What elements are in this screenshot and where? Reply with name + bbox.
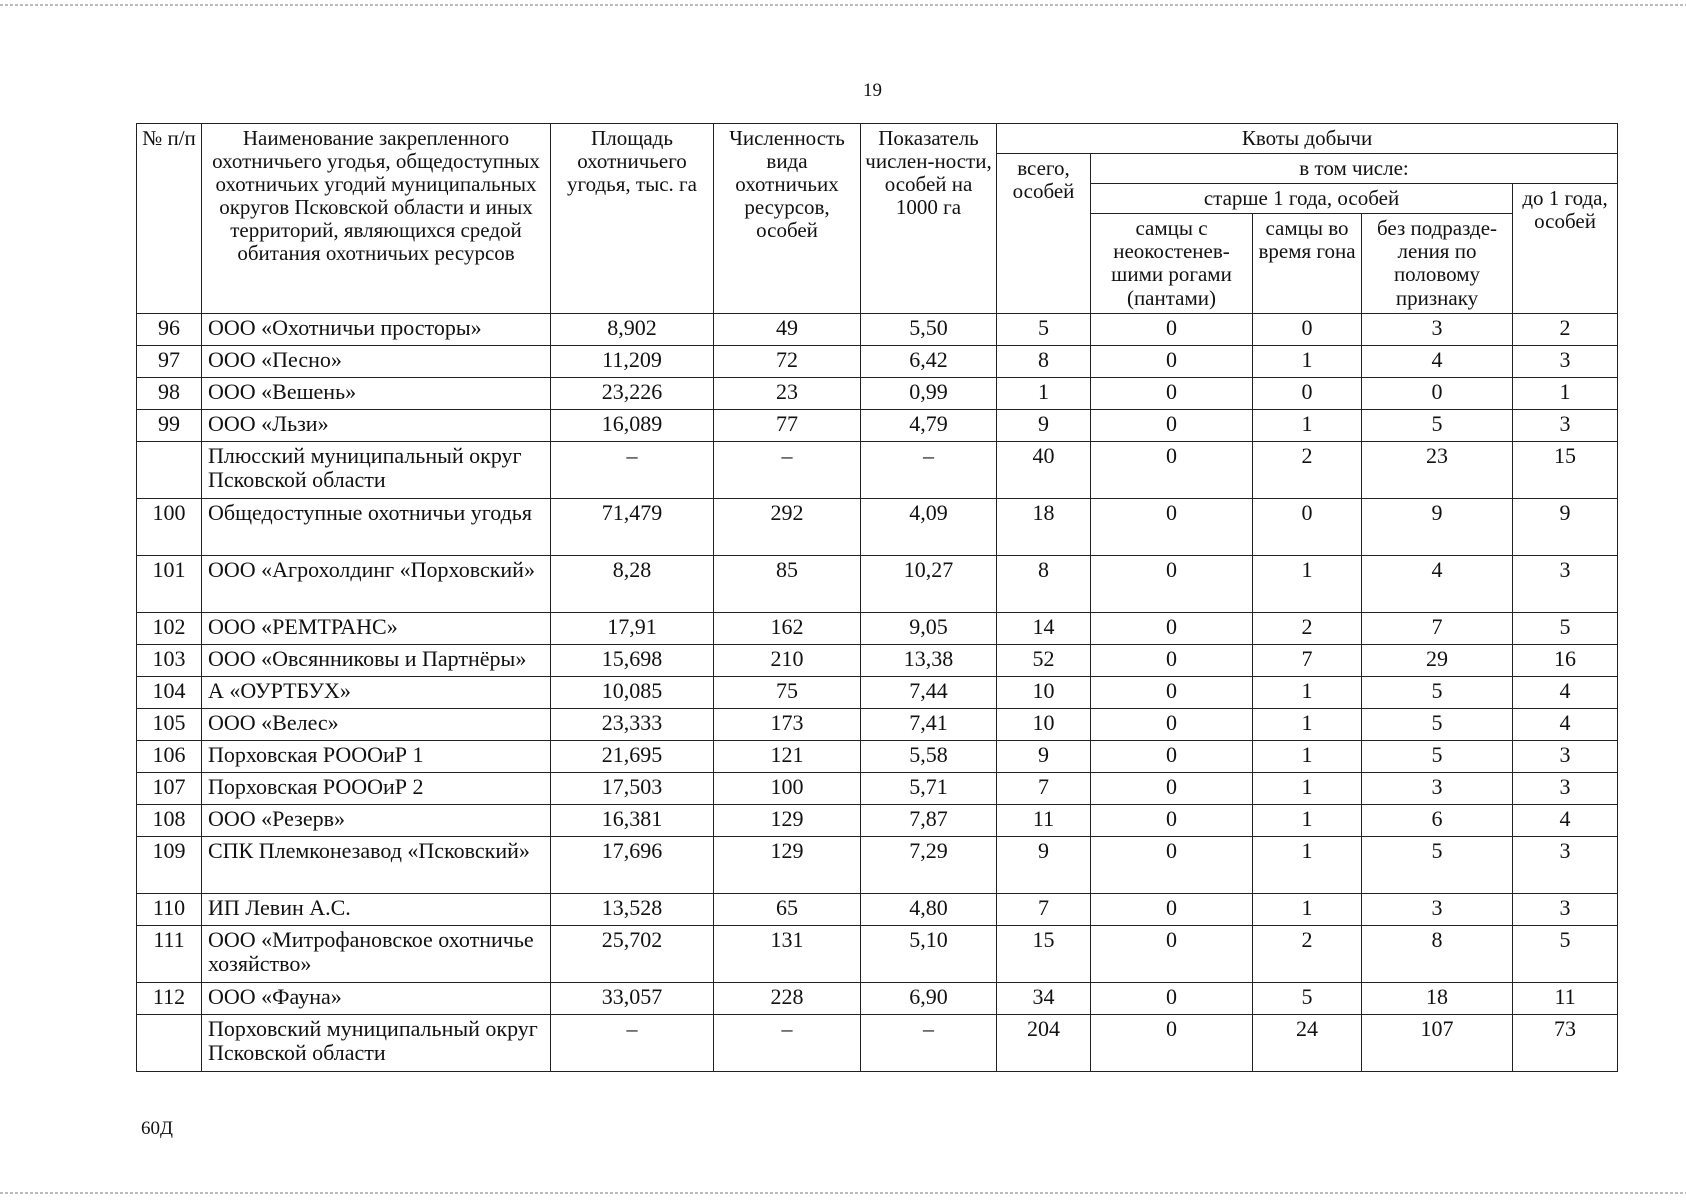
cell-density: 5,50 (861, 313, 997, 345)
cell-area: 21,695 (551, 740, 714, 772)
cell-name: Порховский муниципальный округ Псковской области (202, 1014, 551, 1071)
table-row (137, 893, 1618, 925)
cell-total: 9 (997, 409, 1091, 441)
cell-density: 5,10 (861, 925, 997, 982)
cell-total: 40 (997, 441, 1091, 498)
cell-males-rut: 1 (1253, 555, 1362, 612)
cell-males-antlers: 0 (1091, 925, 1253, 982)
cell-count: 65 (714, 893, 861, 925)
cell-name: Общедоступные охотничьи угодья (202, 498, 551, 555)
cell-area: 15,698 (551, 644, 714, 676)
cell-density: 6,42 (861, 345, 997, 377)
cell-name: ООО «Резерв» (202, 804, 551, 836)
cell-area: 10,085 (551, 676, 714, 708)
cell-name: ООО «РЕМТРАНС» (202, 612, 551, 644)
cell-name: ООО «Фауна» (202, 982, 551, 1014)
cell-count: 100 (714, 772, 861, 804)
cell-area: 25,702 (551, 925, 714, 982)
cell-males-rut: 5 (1253, 982, 1362, 1014)
quota-table (136, 123, 1618, 1072)
cell-males-rut: 1 (1253, 345, 1362, 377)
cell-no-sex: 5 (1362, 708, 1513, 740)
cell-total: 10 (997, 708, 1091, 740)
cell-density: 9,05 (861, 612, 997, 644)
table-row (137, 804, 1618, 836)
cell-under-1: 3 (1513, 893, 1618, 925)
cell-name: ООО «Вешень» (202, 377, 551, 409)
cell-area: 23,333 (551, 708, 714, 740)
cell-name: СПК Племконезавод «Псковский» (202, 836, 551, 893)
cell-males-antlers: 0 (1091, 982, 1253, 1014)
cell-num: 112 (137, 982, 202, 1014)
cell-males-antlers: 0 (1091, 409, 1253, 441)
table-row (137, 708, 1618, 740)
header-under-1: до 1 года, особей (1513, 184, 1618, 313)
cell-area: 71,479 (551, 498, 714, 555)
cell-num: 101 (137, 555, 202, 612)
cell-area: 8,902 (551, 313, 714, 345)
cell-males-antlers: 0 (1091, 893, 1253, 925)
cell-males-antlers: 0 (1091, 772, 1253, 804)
cell-density: 7,41 (861, 708, 997, 740)
table-row (137, 612, 1618, 644)
cell-density: 4,09 (861, 498, 997, 555)
cell-count: 49 (714, 313, 861, 345)
cell-males-rut: 1 (1253, 676, 1362, 708)
cell-num: 108 (137, 804, 202, 836)
cell-males-antlers: 0 (1091, 1014, 1253, 1071)
cell-under-1: 16 (1513, 644, 1618, 676)
cell-num: 96 (137, 313, 202, 345)
cell-density: 4,80 (861, 893, 997, 925)
cell-under-1: 3 (1513, 409, 1618, 441)
table-row (137, 925, 1618, 982)
cell-no-sex: 3 (1362, 313, 1513, 345)
cell-under-1: 1 (1513, 377, 1618, 409)
cell-no-sex: 29 (1362, 644, 1513, 676)
cell-total: 5 (997, 313, 1091, 345)
cell-males-rut: 1 (1253, 708, 1362, 740)
cell-count: 75 (714, 676, 861, 708)
cell-males-antlers: 0 (1091, 676, 1253, 708)
header-num: № п/п (137, 124, 202, 314)
cell-name: ООО «Митрофановское охотничье хозяйство» (202, 925, 551, 982)
cell-total: 52 (997, 644, 1091, 676)
cell-males-rut: 7 (1253, 644, 1362, 676)
cell-num: 106 (137, 740, 202, 772)
cell-males-antlers: 0 (1091, 804, 1253, 836)
table-row (137, 377, 1618, 409)
cell-no-sex: 8 (1362, 925, 1513, 982)
header-including: в том числе: (1091, 154, 1618, 184)
cell-density: – (861, 441, 997, 498)
cell-no-sex: 5 (1362, 409, 1513, 441)
cell-num: 98 (137, 377, 202, 409)
cell-density: 7,29 (861, 836, 997, 893)
cell-total: 7 (997, 772, 1091, 804)
cell-density: 7,87 (861, 804, 997, 836)
cell-count: 23 (714, 377, 861, 409)
table-row (137, 345, 1618, 377)
cell-no-sex: 0 (1362, 377, 1513, 409)
cell-under-1: 73 (1513, 1014, 1618, 1071)
cell-count: 210 (714, 644, 861, 676)
cell-under-1: 3 (1513, 740, 1618, 772)
cell-count: 162 (714, 612, 861, 644)
cell-count: 85 (714, 555, 861, 612)
table-row (137, 740, 1618, 772)
cell-males-antlers: 0 (1091, 644, 1253, 676)
page-number: 19 (863, 80, 882, 101)
cell-males-rut: 1 (1253, 772, 1362, 804)
cell-males-rut: 2 (1253, 612, 1362, 644)
cell-num: 99 (137, 409, 202, 441)
cell-no-sex: 6 (1362, 804, 1513, 836)
cell-males-antlers: 0 (1091, 555, 1253, 612)
cell-no-sex: 7 (1362, 612, 1513, 644)
cell-under-1: 4 (1513, 676, 1618, 708)
table-row (137, 772, 1618, 804)
cell-no-sex: 23 (1362, 441, 1513, 498)
cell-males-rut: 0 (1253, 377, 1362, 409)
cell-under-1: 3 (1513, 772, 1618, 804)
header-area: Площадь охотничьего угодья, тыс. га (551, 124, 714, 314)
cell-count: 129 (714, 804, 861, 836)
table-row (137, 441, 1618, 498)
cell-under-1: 3 (1513, 836, 1618, 893)
cell-males-rut: 1 (1253, 804, 1362, 836)
cell-name: А «ОУРТБУХ» (202, 676, 551, 708)
cell-area: 33,057 (551, 982, 714, 1014)
cell-total: 9 (997, 740, 1091, 772)
cell-males-rut: 24 (1253, 1014, 1362, 1071)
cell-males-rut: 2 (1253, 441, 1362, 498)
cell-under-1: 11 (1513, 982, 1618, 1014)
cell-num: 110 (137, 893, 202, 925)
cell-area: 13,528 (551, 893, 714, 925)
cell-under-1: 3 (1513, 555, 1618, 612)
cell-name: ООО «Овсянниковы и Партнёры» (202, 644, 551, 676)
cell-no-sex: 107 (1362, 1014, 1513, 1071)
table-row (137, 1014, 1618, 1071)
table-row (137, 982, 1618, 1014)
cell-no-sex: 5 (1362, 836, 1513, 893)
cell-density: 6,90 (861, 982, 997, 1014)
cell-name: ООО «Агрохолдинг «Порховский» (202, 555, 551, 612)
cell-total: 204 (997, 1014, 1091, 1071)
cell-under-1: 2 (1513, 313, 1618, 345)
cell-no-sex: 4 (1362, 345, 1513, 377)
cell-num: 109 (137, 836, 202, 893)
cell-total: 11 (997, 804, 1091, 836)
header-males-antlers: самцы с неокостенев-шими рогами (пантами) (1091, 214, 1253, 313)
table-row (137, 313, 1618, 345)
cell-total: 7 (997, 893, 1091, 925)
cell-name: ООО «Льзи» (202, 409, 551, 441)
cell-count: – (714, 1014, 861, 1071)
cell-males-antlers: 0 (1091, 441, 1253, 498)
cell-count: 77 (714, 409, 861, 441)
header-name: Наименование закрепленного охотничьего угодья, общедоступных охотничьих угодий муниципальных округов Псковской области и иных территорий, являющихся средой обитания охотничьих ресурсов (202, 124, 551, 314)
cell-no-sex: 9 (1362, 498, 1513, 555)
header-males-rut: самцы во время гона (1253, 214, 1362, 313)
scan-edge-top (0, 4, 1686, 6)
cell-name: ООО «Охотничьи просторы» (202, 313, 551, 345)
cell-under-1: 4 (1513, 708, 1618, 740)
cell-males-antlers: 0 (1091, 345, 1253, 377)
cell-area: 16,381 (551, 804, 714, 836)
cell-density: – (861, 1014, 997, 1071)
cell-num: 103 (137, 644, 202, 676)
cell-area: 17,503 (551, 772, 714, 804)
cell-name: ООО «Велес» (202, 708, 551, 740)
cell-name: ООО «Песно» (202, 345, 551, 377)
cell-area: 8,28 (551, 555, 714, 612)
cell-density: 10,27 (861, 555, 997, 612)
cell-males-antlers: 0 (1091, 708, 1253, 740)
cell-under-1: 5 (1513, 612, 1618, 644)
cell-density: 5,71 (861, 772, 997, 804)
cell-count: – (714, 441, 861, 498)
cell-males-rut: 1 (1253, 893, 1362, 925)
table-row (137, 555, 1618, 612)
cell-no-sex: 4 (1362, 555, 1513, 612)
cell-num: 105 (137, 708, 202, 740)
header-no-sex: без подразде-ления по половому признаку (1362, 214, 1513, 313)
cell-name: Порховская РОООиР 1 (202, 740, 551, 772)
cell-area: – (551, 1014, 714, 1071)
cell-males-antlers: 0 (1091, 313, 1253, 345)
cell-total: 8 (997, 345, 1091, 377)
header-total: всего, особей (997, 154, 1091, 314)
cell-num: 102 (137, 612, 202, 644)
cell-males-rut: 1 (1253, 409, 1362, 441)
table-body (137, 313, 1618, 1071)
scan-edge-bottom (0, 1192, 1686, 1194)
cell-males-rut: 2 (1253, 925, 1362, 982)
cell-under-1: 9 (1513, 498, 1618, 555)
table-row (137, 409, 1618, 441)
cell-males-antlers: 0 (1091, 836, 1253, 893)
cell-total: 34 (997, 982, 1091, 1014)
cell-density: 13,38 (861, 644, 997, 676)
cell-density: 5,58 (861, 740, 997, 772)
cell-count: 131 (714, 925, 861, 982)
table-row (137, 676, 1618, 708)
cell-num: 107 (137, 772, 202, 804)
cell-under-1: 3 (1513, 345, 1618, 377)
cell-area: 17,91 (551, 612, 714, 644)
cell-no-sex: 18 (1362, 982, 1513, 1014)
cell-total: 8 (997, 555, 1091, 612)
cell-total: 1 (997, 377, 1091, 409)
cell-no-sex: 3 (1362, 893, 1513, 925)
header-older: старше 1 года, особей (1091, 184, 1513, 214)
table-row (137, 836, 1618, 893)
header-count: Численность вида охотничьих ресурсов, особей (714, 124, 861, 314)
footer-code: 60Д (141, 1118, 173, 1139)
cell-num: 100 (137, 498, 202, 555)
cell-count: 173 (714, 708, 861, 740)
cell-area: 17,696 (551, 836, 714, 893)
cell-density: 0,99 (861, 377, 997, 409)
cell-males-rut: 1 (1253, 740, 1362, 772)
table-header (137, 124, 1618, 314)
cell-area: 23,226 (551, 377, 714, 409)
cell-no-sex: 5 (1362, 740, 1513, 772)
cell-num: 97 (137, 345, 202, 377)
cell-count: 292 (714, 498, 861, 555)
cell-num (137, 441, 202, 498)
cell-total: 9 (997, 836, 1091, 893)
cell-no-sex: 5 (1362, 676, 1513, 708)
cell-area: 11,209 (551, 345, 714, 377)
cell-males-antlers: 0 (1091, 740, 1253, 772)
cell-density: 7,44 (861, 676, 997, 708)
cell-name: ИП Левин А.С. (202, 893, 551, 925)
cell-num (137, 1014, 202, 1071)
cell-count: 72 (714, 345, 861, 377)
cell-under-1: 4 (1513, 804, 1618, 836)
cell-density: 4,79 (861, 409, 997, 441)
cell-num: 104 (137, 676, 202, 708)
cell-count: 121 (714, 740, 861, 772)
cell-name: Порховская РОООиР 2 (202, 772, 551, 804)
cell-count: 228 (714, 982, 861, 1014)
table-row (137, 644, 1618, 676)
cell-num: 111 (137, 925, 202, 982)
header-density: Показатель числен-ности, особей на 1000 га (861, 124, 997, 314)
cell-name: Плюсский муниципальный округ Псковской области (202, 441, 551, 498)
cell-count: 129 (714, 836, 861, 893)
cell-area: – (551, 441, 714, 498)
cell-males-antlers: 0 (1091, 377, 1253, 409)
cell-under-1: 5 (1513, 925, 1618, 982)
cell-males-antlers: 0 (1091, 498, 1253, 555)
cell-area: 16,089 (551, 409, 714, 441)
header-quotas: Квоты добычи (997, 124, 1618, 154)
cell-males-rut: 0 (1253, 498, 1362, 555)
cell-total: 15 (997, 925, 1091, 982)
cell-males-rut: 0 (1253, 313, 1362, 345)
cell-no-sex: 3 (1362, 772, 1513, 804)
table-row (137, 498, 1618, 555)
cell-males-rut: 1 (1253, 836, 1362, 893)
cell-total: 14 (997, 612, 1091, 644)
cell-total: 18 (997, 498, 1091, 555)
cell-under-1: 15 (1513, 441, 1618, 498)
cell-males-antlers: 0 (1091, 612, 1253, 644)
cell-total: 10 (997, 676, 1091, 708)
